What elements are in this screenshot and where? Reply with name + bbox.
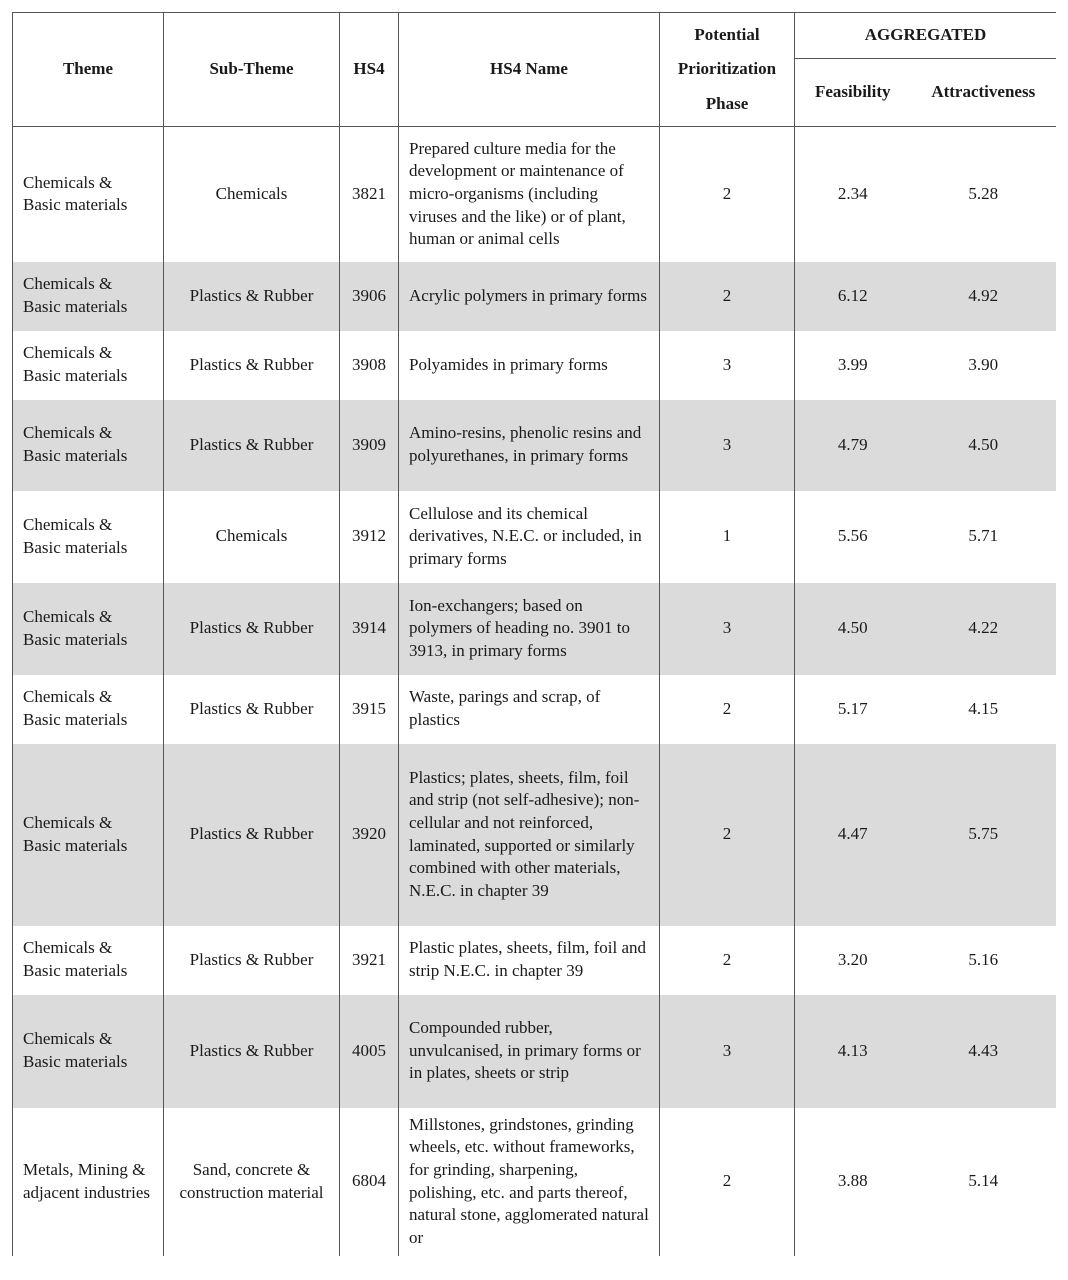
attractiveness-cell: 4.43	[911, 995, 1057, 1108]
hs4-code-cell: 3915	[340, 675, 399, 744]
feasibility-cell: 6.12	[795, 262, 911, 331]
hs4-name-cell: Cellulose and its chemical derivatives, N.E.C. or included, in primary forms	[399, 491, 660, 583]
hs4-name-cell: Millstones, grindstones, grinding wheels, etc. without frameworks, for grinding, sharpening, polishing, etc. and parts thereof, natural stone, agglomerated natural or	[399, 1108, 660, 1256]
theme-cell: Chemicals & Basic materials	[13, 400, 164, 491]
sub-theme-cell: Plastics & Rubber	[164, 262, 340, 331]
table-row	[13, 675, 1057, 744]
attractiveness-cell: 5.71	[911, 491, 1057, 583]
phase-cell: 2	[660, 1108, 795, 1256]
sub-theme-cell: Chemicals	[164, 491, 340, 583]
sub-theme-cell: Sand, concrete & construction material	[164, 1108, 340, 1256]
table-body	[13, 127, 1057, 1256]
hs4-name-cell: Amino-resins, phenolic resins and polyurethanes, in primary forms	[399, 400, 660, 491]
hs4-code-cell: 3909	[340, 400, 399, 491]
sub-theme-cell: Plastics & Rubber	[164, 926, 340, 995]
theme-cell: Chemicals & Basic materials	[13, 491, 164, 583]
theme-cell: Chemicals & Basic materials	[13, 675, 164, 744]
hs4-name-cell: Plastics; plates, sheets, film, foil and strip (not self-adhesive); non-cellular and not reinforced, laminated, supported or similarly combined with other materials, N.E.C. in chapter 39	[399, 744, 660, 926]
phase-cell: 2	[660, 675, 795, 744]
hs4-name-cell: Ion-exchangers; based on polymers of heading no. 3901 to 3913, in primary forms	[399, 583, 660, 675]
attractiveness-cell: 4.92	[911, 262, 1057, 331]
table-row	[13, 400, 1057, 491]
feasibility-cell: 4.47	[795, 744, 911, 926]
table-row	[13, 995, 1057, 1108]
table-row	[13, 127, 1057, 262]
header-phase-line-1: Potential	[694, 24, 760, 44]
hs4-name-cell: Acrylic polymers in primary forms	[399, 262, 660, 331]
attractiveness-cell: 5.75	[911, 744, 1057, 926]
header-attractiveness: Attractiveness	[911, 59, 1057, 127]
sub-theme-cell: Plastics & Rubber	[164, 995, 340, 1108]
table-row	[13, 1108, 1057, 1256]
header-sub-theme: Sub-Theme	[164, 13, 340, 127]
feasibility-cell: 3.99	[795, 331, 911, 400]
attractiveness-cell: 4.50	[911, 400, 1057, 491]
feasibility-cell: 3.88	[795, 1108, 911, 1256]
table-row	[13, 926, 1057, 995]
feasibility-cell: 5.17	[795, 675, 911, 744]
hs4-code-cell: 6804	[340, 1108, 399, 1256]
header-hs4-name: HS4 Name	[399, 13, 660, 127]
feasibility-cell: 4.79	[795, 400, 911, 491]
table-row	[13, 744, 1057, 926]
hs4-code-cell: 3906	[340, 262, 399, 331]
hs4-code-cell: 3821	[340, 127, 399, 262]
theme-cell: Chemicals & Basic materials	[13, 262, 164, 331]
sub-theme-cell: Plastics & Rubber	[164, 675, 340, 744]
attractiveness-cell: 3.90	[911, 331, 1057, 400]
table-row	[13, 583, 1057, 675]
hs4-name-cell: Compounded rubber, unvulcanised, in primary forms or in plates, sheets or strip	[399, 995, 660, 1108]
phase-cell: 2	[660, 127, 795, 262]
feasibility-cell: 2.34	[795, 127, 911, 262]
header-theme: Theme	[13, 13, 164, 127]
hs4-code-cell: 3908	[340, 331, 399, 400]
theme-cell: Chemicals & Basic materials	[13, 583, 164, 675]
hs4-name-cell: Polyamides in primary forms	[399, 331, 660, 400]
phase-cell: 2	[660, 262, 795, 331]
theme-cell: Chemicals & Basic materials	[13, 127, 164, 262]
hs4-name-cell: Prepared culture media for the development or maintenance of micro-organisms (including viruses and the like) or of plant, human or animal cells	[399, 127, 660, 262]
header-phase-line-3: Phase	[705, 93, 749, 113]
hs4-code-cell: 3914	[340, 583, 399, 675]
theme-cell: Chemicals & Basic materials	[13, 331, 164, 400]
header-prioritization-phase	[660, 13, 795, 127]
table-header	[13, 13, 1057, 127]
header-feasibility: Feasibility	[795, 59, 911, 127]
hs4-name-cell: Waste, parings and scrap, of plastics	[399, 675, 660, 744]
hs4-name-cell: Plastic plates, sheets, film, foil and strip N.E.C. in chapter 39	[399, 926, 660, 995]
table-row	[13, 331, 1057, 400]
attractiveness-cell: 5.14	[911, 1108, 1057, 1256]
feasibility-cell: 4.50	[795, 583, 911, 675]
theme-cell: Chemicals & Basic materials	[13, 926, 164, 995]
sub-theme-cell: Plastics & Rubber	[164, 331, 340, 400]
feasibility-cell: 3.20	[795, 926, 911, 995]
header-phase-line-2: Prioritization	[677, 59, 777, 79]
sub-theme-cell: Chemicals	[164, 127, 340, 262]
sub-theme-cell: Plastics & Rubber	[164, 400, 340, 491]
sub-theme-cell: Plastics & Rubber	[164, 583, 340, 675]
phase-cell: 2	[660, 926, 795, 995]
hs4-prioritization-table	[12, 12, 1056, 1256]
feasibility-cell: 5.56	[795, 491, 911, 583]
hs4-code-cell: 4005	[340, 995, 399, 1108]
sub-theme-cell: Plastics & Rubber	[164, 744, 340, 926]
theme-cell: Chemicals & Basic materials	[13, 744, 164, 926]
attractiveness-cell: 5.16	[911, 926, 1057, 995]
phase-cell: 3	[660, 995, 795, 1108]
phase-cell: 3	[660, 331, 795, 400]
attractiveness-cell: 4.22	[911, 583, 1057, 675]
phase-cell: 3	[660, 583, 795, 675]
hs4-code-cell: 3912	[340, 491, 399, 583]
table-page	[12, 12, 1056, 1258]
theme-cell: Chemicals & Basic materials	[13, 995, 164, 1108]
phase-cell: 1	[660, 491, 795, 583]
phase-cell: 2	[660, 744, 795, 926]
header-aggregated: AGGREGATED	[795, 13, 1057, 59]
table-row	[13, 262, 1057, 331]
hs4-code-cell: 3921	[340, 926, 399, 995]
feasibility-cell: 4.13	[795, 995, 911, 1108]
hs4-code-cell: 3920	[340, 744, 399, 926]
attractiveness-cell: 5.28	[911, 127, 1057, 262]
header-hs4: HS4	[340, 13, 399, 127]
phase-cell: 3	[660, 400, 795, 491]
attractiveness-cell: 4.15	[911, 675, 1057, 744]
table-row	[13, 491, 1057, 583]
theme-cell: Metals, Mining & adjacent industries	[13, 1108, 164, 1256]
